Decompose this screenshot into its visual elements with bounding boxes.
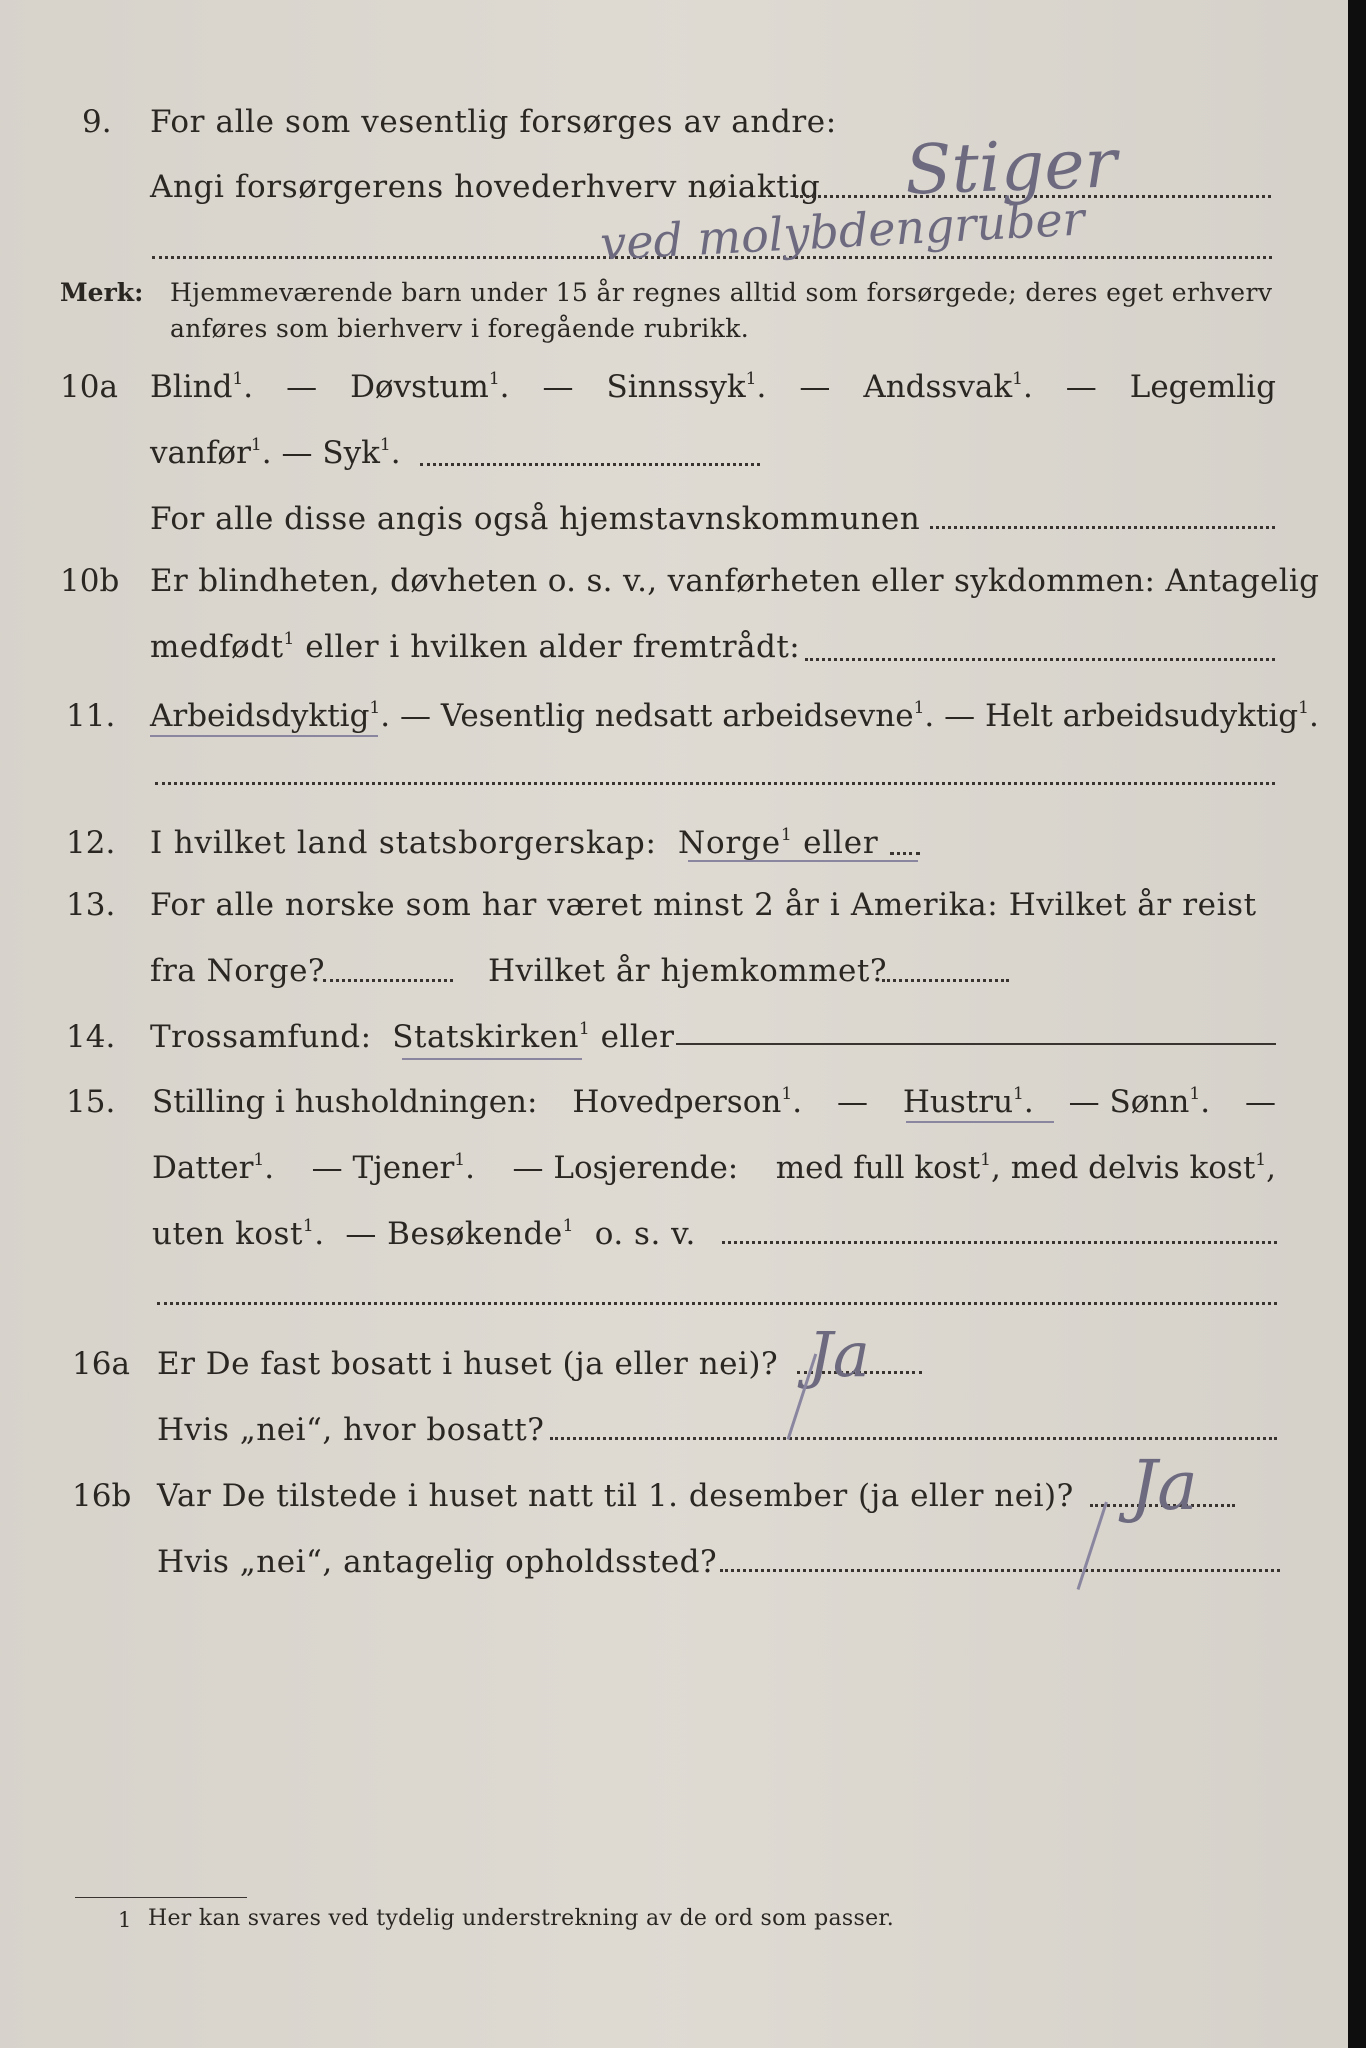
q12-text: I hvilket land statsborgerskap: Norge$^1$ eller — [150, 825, 879, 861]
q13-reist-line — [323, 979, 453, 982]
q9-line2: Angi forsørgerens hovederhverv nøiaktig — [150, 169, 821, 205]
q12-opt-norge: Norge$^1$ — [678, 825, 793, 861]
q12-handwritten-underline — [688, 860, 918, 862]
q10a-opt-blind: Blind$^1$. — [150, 369, 254, 405]
q10b-number: 10b — [60, 563, 120, 599]
q14-number: 14. — [66, 1019, 116, 1055]
q10a-line2: vanfør$^1$. — Syk$^1$. — [150, 435, 401, 471]
q11-options: Arbeidsdyktig$^1$. — Vesentlig nedsatt arbeidsevne$^1$. — Helt arbeidsudyktig$^1$. — [150, 698, 1319, 734]
q15-opt-kost: med full kost$^1$, med delvis kost$^1$, — [775, 1150, 1276, 1186]
q10a-opt-sinnssyk: Sinnssyk$^1$. — [606, 369, 767, 405]
q15-line2 — [152, 1149, 1276, 1187]
q15-line1 — [152, 1083, 1276, 1121]
footnote-mark: 1 — [118, 1908, 132, 1932]
dash: — — [286, 369, 318, 405]
q15-handwritten-underline — [906, 1121, 1054, 1123]
merk-label: Merk: — [60, 278, 144, 307]
q14-handwritten-underline — [402, 1058, 582, 1060]
q16a-handwritten-answer: Ja — [808, 1318, 870, 1391]
q11-handwritten-underline — [150, 735, 378, 737]
q10a-kommune-line — [930, 526, 1275, 529]
q15-label: Stilling i husholdningen: — [152, 1084, 538, 1120]
q10a-opt-dovstum: Døvstum$^1$. — [350, 369, 510, 405]
q13-line1: For alle norske som har været minst 2 år i Amerika: Hvilket år reist — [150, 887, 1257, 923]
q14-opt-statskirken: Statskirken$^1$ — [392, 1019, 591, 1055]
footnote-text: Her kan svares ved tydelig understrekning av de ord som passer. — [148, 1906, 895, 1931]
q9-number: 9. — [82, 104, 112, 140]
q15-opt-hustru: Hustru$^1$. — [902, 1084, 1034, 1120]
q10b-line1: Er blindheten, døvheten o. s. v., vanførheten eller sykdommen: Antagelig — [150, 563, 1320, 599]
q15-opt-tjener: — Tjener$^1$. — [311, 1150, 475, 1186]
q15-opt-hovedperson: Hovedperson$^1$. — [572, 1084, 803, 1120]
q15-number: 15. — [66, 1084, 116, 1120]
q10a-number: 10a — [60, 369, 118, 405]
q9-line1: For alle som vesentlig forsørges av andre: — [150, 104, 837, 140]
q15-opt-datter: Datter$^1$. — [152, 1150, 275, 1186]
q12-answer-line — [890, 852, 920, 855]
q9-handwritten-occupation: Stiger — [903, 124, 1119, 211]
dash: — — [799, 369, 831, 405]
q16b-line2: Hvis „nei“, antagelig opholdssted? — [157, 1544, 718, 1580]
q10b-line2: medfødt$^1$ eller i hvilken alder fremtrådt: — [150, 629, 801, 665]
q10b-answer-line — [805, 658, 1275, 661]
merk-line1: Hjemmeværende barn under 15 år regnes alltid som forsørgede; deres eget erhverv — [170, 278, 1273, 307]
q14-text: Trossamfund: Statskirken$^1$ eller — [150, 1019, 675, 1055]
q9-handwritten-workplace: ved molybdengruber — [598, 191, 1086, 271]
q16a-number: 16a — [72, 1346, 130, 1382]
q10a-opt-andssvak: Andssvak$^1$. — [863, 369, 1033, 405]
q10a-line1 — [150, 368, 1276, 406]
merk-line2: anføres som bierhverv i foregående rubrikk. — [170, 314, 750, 343]
dash: — — [1065, 369, 1097, 405]
q16b-opholdssted-line — [720, 1569, 1280, 1572]
q16b-line1: Var De tilstede i huset natt til 1. desember (ja eller nei)? — [157, 1478, 1074, 1514]
dash: — — [1244, 1084, 1276, 1120]
q16b-handwritten-answer: Ja — [1130, 1447, 1198, 1526]
dash: — — [542, 369, 574, 405]
q13-line2a: fra Norge? — [150, 953, 326, 989]
q16b-ditto-stroke — [1077, 1502, 1108, 1590]
q16a-ditto-stroke — [787, 1353, 818, 1440]
q13-number: 13. — [66, 887, 116, 923]
q16a-line2: Hvis „nei“, hvor bosatt? — [157, 1412, 545, 1448]
q11-answer-line — [155, 782, 1275, 785]
q15-answer-line2 — [157, 1302, 1277, 1305]
scan-background-edge — [1348, 0, 1366, 2048]
q16b-number: 16b — [72, 1478, 132, 1514]
q13-hjemkommet-line — [882, 979, 1009, 982]
q15-line3: uten kost$^1$. — Besøkende$^1$ o. s. v. — [152, 1216, 696, 1252]
footnote-rule — [75, 1897, 247, 1898]
q15-opt-sonn: — Sønn$^1$. — [1068, 1084, 1211, 1120]
q10a-opt-legemlig: Legemlig — [1129, 369, 1276, 405]
q16a-line1: Er De fast bosatt i huset (ja eller nei)? — [157, 1346, 779, 1382]
q11-opt-arbeidsdyktig: Arbeidsdyktig$^1$. — [150, 698, 391, 734]
q12-number: 12. — [66, 825, 116, 861]
q15-losjerende: — Losjerende: — [512, 1150, 739, 1186]
q10a-line3: For alle disse angis også hjemstavnskommunen — [150, 501, 921, 537]
dash: — — [836, 1084, 868, 1120]
q14-answer-line — [676, 1043, 1276, 1045]
q10a-syk-line — [420, 463, 760, 466]
q16a-bosatt-line — [550, 1437, 1277, 1440]
q15-answer-line1 — [722, 1241, 1277, 1244]
q13-line2b: Hvilket år hjemkommet? — [488, 953, 887, 989]
q11-number: 11. — [66, 698, 116, 734]
